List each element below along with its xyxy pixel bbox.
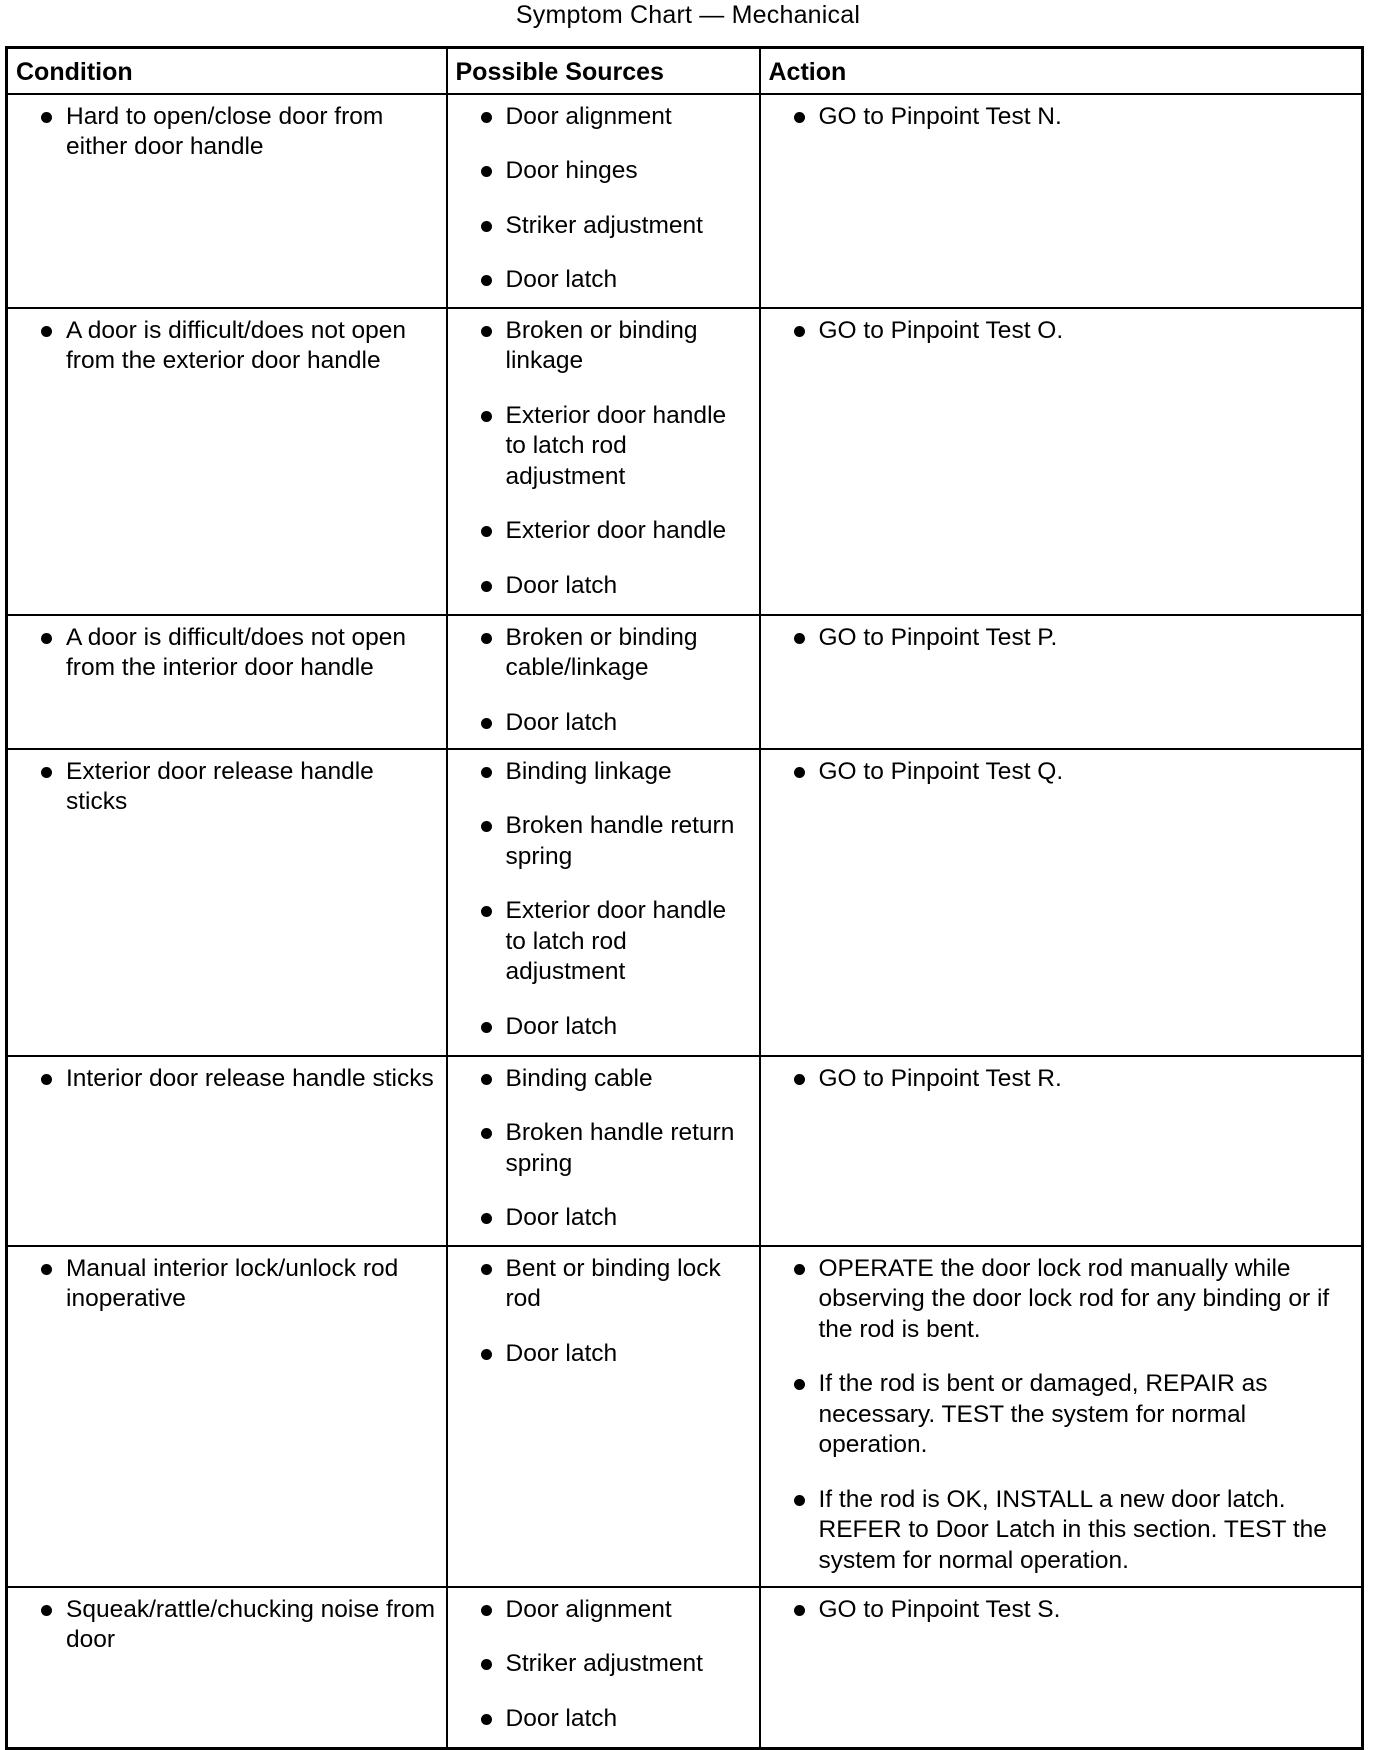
- source-item: [456, 811, 751, 872]
- source-item: [456, 1339, 751, 1370]
- action-item-text: GO to Pinpoint Test R.: [818, 1064, 1062, 1092]
- source-item: [456, 102, 751, 133]
- source-item-text: Door latch: [505, 571, 618, 599]
- action-item: [769, 102, 1354, 133]
- condition-cell: [7, 1056, 447, 1246]
- action-cell: [760, 94, 1363, 308]
- header-row: [7, 48, 1363, 94]
- action-item-text: GO to Pinpoint Test N.: [818, 102, 1062, 130]
- source-item-text: Exterior door handle: [505, 517, 727, 544]
- bullet-icon: [481, 526, 492, 537]
- possible-sources-list: [456, 1595, 751, 1735]
- bullet-icon: [481, 1022, 492, 1033]
- possible-sources-list: [456, 1254, 751, 1370]
- action-cell: [760, 1246, 1363, 1587]
- source-item-text: Striker adjustment: [505, 211, 703, 239]
- condition-list: [16, 1064, 438, 1095]
- bullet-icon: [794, 633, 805, 644]
- header-possible-sources: Possible Sources: [447, 48, 760, 94]
- source-item: [456, 1595, 751, 1626]
- condition-list: [16, 1254, 438, 1315]
- bullet-icon: [481, 1605, 492, 1616]
- action-list: [769, 1064, 1354, 1095]
- bullet-icon: [41, 1605, 52, 1616]
- action-cell: [760, 615, 1363, 749]
- source-item-text: Exterior door handle to latch rod adjustment: [505, 401, 727, 490]
- bullet-icon: [481, 1074, 492, 1085]
- source-item: [456, 896, 751, 988]
- source-item-text: Binding cable: [505, 1064, 653, 1092]
- source-item: [456, 316, 751, 377]
- source-item-text: Door hinges: [505, 157, 638, 184]
- source-item: [456, 708, 751, 739]
- condition-list: [16, 1595, 438, 1656]
- source-item-text: Striker adjustment: [505, 1650, 703, 1677]
- action-item: [769, 1595, 1354, 1626]
- possible-sources-list: [456, 1064, 751, 1234]
- action-item-text: GO to Pinpoint Test Q.: [818, 757, 1064, 785]
- condition-item-text: Interior door release handle sticks: [66, 1064, 434, 1092]
- source-item-text: Binding linkage: [505, 757, 672, 785]
- condition-item: [16, 102, 438, 163]
- action-item: [769, 1064, 1354, 1095]
- table-row: [7, 749, 1363, 1056]
- source-item-text: Door latch: [505, 1704, 618, 1732]
- source-item-text: Broken or binding cable/linkage: [505, 623, 698, 681]
- bullet-icon: [481, 906, 492, 917]
- condition-cell: [7, 1587, 447, 1749]
- condition-cell: [7, 94, 447, 308]
- possible-sources-cell: [447, 1056, 760, 1246]
- action-cell: [760, 749, 1363, 1056]
- table-row: [7, 94, 1363, 308]
- condition-list: [16, 102, 438, 163]
- bullet-icon: [794, 1264, 805, 1275]
- source-item: [456, 1704, 751, 1735]
- table-row: [7, 308, 1363, 615]
- possible-sources-cell: [447, 615, 760, 749]
- bullet-icon: [481, 326, 492, 337]
- source-item: [456, 156, 751, 187]
- source-item: [456, 571, 751, 602]
- condition-item-text: Exterior door release handle sticks: [66, 757, 374, 815]
- bullet-icon: [794, 767, 805, 778]
- possible-sources-cell: [447, 1587, 760, 1749]
- bullet-icon: [794, 1379, 805, 1390]
- possible-sources-list: [456, 623, 751, 739]
- action-cell: [760, 1587, 1363, 1749]
- action-list: [769, 623, 1354, 654]
- action-list: [769, 1595, 1354, 1626]
- bullet-icon: [481, 581, 492, 592]
- condition-cell: [7, 308, 447, 615]
- condition-item-text: A door is difficult/does not open from the interior door handle: [66, 623, 407, 681]
- bullet-icon: [481, 1213, 492, 1224]
- source-item-text: Door alignment: [505, 102, 672, 130]
- source-item: [456, 1203, 751, 1234]
- action-item: [769, 1485, 1354, 1577]
- source-item-text: Broken or binding linkage: [505, 316, 698, 374]
- bullet-icon: [481, 1714, 492, 1725]
- action-item-text: OPERATE the door lock rod manually while observing the door lock rod for any binding or if the rod is bent.: [818, 1254, 1330, 1343]
- bullet-icon: [41, 633, 52, 644]
- possible-sources-cell: [447, 308, 760, 615]
- action-list: [769, 1254, 1354, 1577]
- condition-item-text: Hard to open/close door from either door handle: [66, 102, 384, 160]
- source-item: [456, 1064, 751, 1095]
- action-cell: [760, 308, 1363, 615]
- source-item: [456, 1649, 751, 1680]
- bullet-icon: [481, 1128, 492, 1139]
- source-item: [456, 1118, 751, 1179]
- header-action: Action: [760, 48, 1363, 94]
- bullet-icon: [794, 1074, 805, 1085]
- source-item: [456, 1254, 751, 1315]
- condition-item: [16, 1064, 438, 1095]
- bullet-icon: [41, 326, 52, 337]
- table-row: [7, 1056, 1363, 1246]
- source-item: [456, 757, 751, 788]
- symptom-table: [5, 46, 1364, 1750]
- table-body: [7, 94, 1363, 1749]
- source-item-text: Door latch: [505, 1012, 618, 1040]
- action-list: [769, 316, 1354, 347]
- action-list: [769, 102, 1354, 133]
- condition-item-text: Squeak/rattle/chucking noise from door: [66, 1595, 436, 1653]
- source-item-text: Door latch: [505, 266, 618, 293]
- condition-item-text: Manual interior lock/unlock rod inoperative: [66, 1254, 399, 1312]
- condition-item: [16, 757, 438, 818]
- bullet-icon: [481, 633, 492, 644]
- table-row: [7, 1246, 1363, 1587]
- action-item-text: If the rod is bent or damaged, REPAIR as necessary. TEST the system for normal operation.: [818, 1370, 1268, 1458]
- bullet-icon: [481, 112, 492, 123]
- source-item-text: Broken handle return spring: [505, 1119, 735, 1177]
- source-item: [456, 516, 751, 547]
- action-item: [769, 1369, 1354, 1461]
- bullet-icon: [481, 821, 492, 832]
- action-item: [769, 316, 1354, 347]
- bullet-icon: [481, 275, 492, 286]
- bullet-icon: [41, 1074, 52, 1085]
- action-item-text: GO to Pinpoint Test P.: [818, 623, 1058, 651]
- bullet-icon: [41, 112, 52, 123]
- possible-sources-cell: [447, 749, 760, 1056]
- action-item-text: If the rod is OK, INSTALL a new door latch. REFER to Door Latch in this section. TEST the system for normal operation.: [818, 1485, 1327, 1574]
- bullet-icon: [794, 326, 805, 337]
- source-item: [456, 401, 751, 493]
- bullet-icon: [481, 166, 492, 177]
- bullet-icon: [481, 221, 492, 232]
- bullet-icon: [794, 1495, 805, 1506]
- possible-sources-cell: [447, 94, 760, 308]
- source-item: [456, 265, 751, 296]
- action-item: [769, 623, 1354, 654]
- condition-list: [16, 623, 438, 684]
- action-cell: [760, 1056, 1363, 1246]
- condition-cell: [7, 1246, 447, 1587]
- source-item-text: Door latch: [505, 1204, 618, 1231]
- condition-list: [16, 316, 438, 377]
- bullet-icon: [794, 1605, 805, 1616]
- condition-item: [16, 316, 438, 377]
- source-item-text: Door latch: [505, 708, 618, 736]
- bullet-icon: [481, 1659, 492, 1670]
- source-item-text: Bent or binding lock rod: [505, 1254, 721, 1312]
- bullet-icon: [41, 767, 52, 778]
- condition-item: [16, 623, 438, 684]
- possible-sources-list: [456, 316, 751, 602]
- bullet-icon: [481, 718, 492, 729]
- bullet-icon: [794, 112, 805, 123]
- condition-cell: [7, 615, 447, 749]
- source-item-text: Broken handle return spring: [505, 812, 735, 870]
- condition-cell: [7, 749, 447, 1056]
- condition-list: [16, 757, 438, 818]
- chart-title: Symptom Chart — Mechanical: [515, 1, 861, 29]
- header-condition: Condition: [7, 48, 447, 94]
- table-row: [7, 615, 1363, 749]
- condition-item-text: A door is difficult/does not open from the exterior door handle: [66, 316, 407, 374]
- source-item: [456, 623, 751, 684]
- possible-sources-cell: [447, 1246, 760, 1587]
- bullet-icon: [41, 1264, 52, 1275]
- condition-item: [16, 1254, 438, 1315]
- possible-sources-list: [456, 757, 751, 1043]
- bullet-icon: [481, 411, 492, 422]
- source-item-text: Door alignment: [505, 1595, 672, 1623]
- source-item: [456, 211, 751, 242]
- action-item-text: GO to Pinpoint Test O.: [818, 316, 1064, 344]
- action-item: [769, 1254, 1354, 1346]
- action-item: [769, 757, 1354, 788]
- table-row: [7, 1587, 1363, 1749]
- bullet-icon: [481, 1349, 492, 1360]
- source-item: [456, 1012, 751, 1043]
- possible-sources-list: [456, 102, 751, 296]
- bullet-icon: [481, 1264, 492, 1275]
- source-item-text: Exterior door handle to latch rod adjustment: [505, 897, 727, 985]
- action-list: [769, 757, 1354, 788]
- bullet-icon: [481, 767, 492, 778]
- condition-item: [16, 1595, 438, 1656]
- source-item-text: Door latch: [505, 1339, 618, 1367]
- action-item-text: GO to Pinpoint Test S.: [818, 1595, 1061, 1623]
